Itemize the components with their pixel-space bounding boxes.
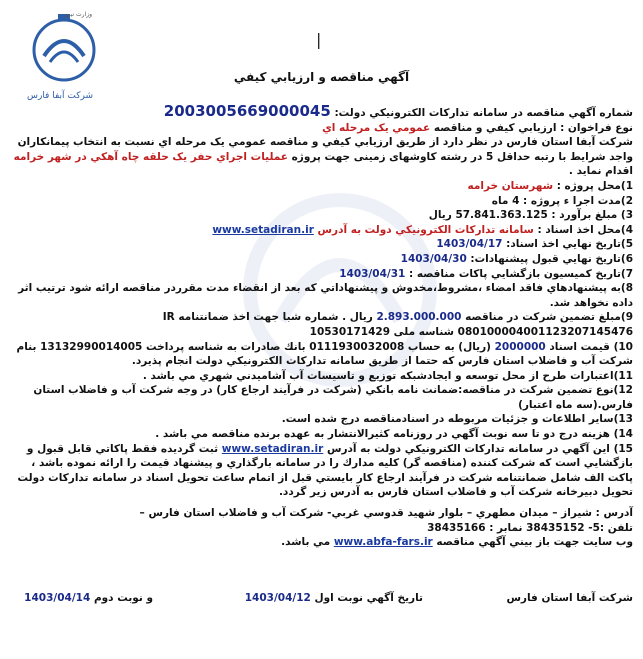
footer-second-publication: و نوبت دوم 1403/04/14 bbox=[24, 592, 153, 604]
item-6: 6)تاريخ نهايي قبول پيشنهادات: 1403/04/30 bbox=[400, 252, 633, 265]
notice-body bbox=[10, 104, 633, 550]
footer-first-publication: تاريخ آگهي نوبت اول 1403/04/12 bbox=[244, 592, 423, 604]
item-8: 8)به پيشنهادهاي فاقد امضاء ،مشروط،مخدوش و پيشنهاداتي كه بعد از انقضاء مدت مقرردر مناقصه ارائه شود ترتيب اثر داده نخواهد شد. bbox=[18, 282, 633, 309]
contact-website: وب سايت جهت باز بيني آگهي مناقصه www.abfa-fars.ir مي باشد. bbox=[281, 536, 633, 549]
intro-paragraph: شرکت آبفا استان فارس در نظر دارد از طريق ارزيابي كيفي و مناقصه عمومي يک مرحله اي نسبت به انتخاب پيمانکاران واجد شرايط با رتبه حداقل 5 در رشته كاوشهاى زمينى جهت پروژه عمليات اجراي حفر يک حلقه چاه آهکي در شهر خرامه اقدام نمايد . bbox=[13, 136, 633, 178]
contact-address: آدرس : شيراز – ميدان مطهري – بلوار شهيد قدوسي غربي- شركت آب و فاضلاب استان فارس – bbox=[139, 507, 633, 520]
abfa-website-link[interactable]: www.abfa-fars.ir bbox=[333, 536, 433, 549]
item-4: 4)محل اخذ اسناد : سامانه تداركات الكترونيكي دولت به آدرس www.setadiran.ir bbox=[212, 223, 633, 236]
svg-text:وزارت نیرو: وزارت نیرو bbox=[64, 11, 92, 18]
tender-number: 2003005669000045 bbox=[163, 102, 331, 120]
item-10: 10) قيمت اسناد 2000000 (ريال) به حساب 0111930032008 بانك صادرات به شناسه پرداخت 13132990014005 بنام شركت آب و فاضلاب استان فارس كه حتما از طريق سامانه تداركات الكترونيكي دولت انجام پذيرد. bbox=[16, 340, 633, 368]
tender-number-line: شماره آگهي مناقصه در سامانه تداركات الكترونيكي دولت: 2003005669000045 bbox=[163, 102, 633, 120]
item-7: 7)تاريخ كميسيون بازگشايي پاكات مناقصه : 1403/04/31 bbox=[339, 267, 633, 280]
item-13: 13)ساير اطلاعات و جزئيات مربوطه در اسنادمناقصه درج شده است. bbox=[281, 413, 633, 426]
item-11: 11)اعتبارات طرح از محل توسعه و ايجادشبكه توزيع و تاسيسات آب آشاميدني شهري مي باشد . bbox=[142, 369, 633, 382]
footer-company: شركت آبفا استان فارس bbox=[506, 592, 633, 604]
abfa-logo bbox=[14, 6, 106, 102]
item-12: 12)نوع تضمين شركت در مناقصه:ضمانت نامه بانكي (شركت در فرآيند ارجاع كار) در وجه شركت آب و فاضلاب استان فارس.(سه ماه اعتبار) bbox=[33, 384, 633, 411]
item-14: 14) هزينه درج دو تا سه نوبت آگهي در روزنامه كثيرالانتشار به عهده برنده مناقصه مي باشد . bbox=[155, 428, 633, 441]
item-9: 9)مبلغ تضمين شركت در مناقصه 2.893.000.000 ريال . شماره شبا جهت اخذ ضمانتنامه IR 080100004001123207145476 شناسه ملی 10530171429 bbox=[162, 311, 633, 338]
item-1: 1)محل پروژه : شهرستان خرامه bbox=[467, 179, 633, 192]
item-15: 15) اين آگهي در سامانه تداركات الكترونيكي دولت به آدرس www.setadiran.ir ثبت گرديده فقط پاكاتي قابل قبول و بازگشايي است كه شركت كننده (مناقصه گر) كليه مدارك را در سامانه بارگذاري و پيشنهاد قيمت را ارائه نموده باشد ، پاكت الف شامل ضمانتنامه شركت در فرآيند ارجاع كار بايستي قبل از اتمام ساعت تحويل اسناد در سامانه تداركات دولت تحويل دبيرخانه شركت آب و فاضلاب استان فارس به آدرس زير گردد. bbox=[17, 442, 633, 499]
setadiran-link-2[interactable]: www.setadiran.ir bbox=[221, 442, 324, 455]
page-title: آگهي مناقصه و ارزيابي كيفي bbox=[233, 70, 410, 84]
item-3: 3) مبلغ برآورد : 57.841.363.125 ريال bbox=[428, 209, 633, 222]
call-type-line: نوع فراخوان : ارزيابي كيفي و مناقصه عمومي يک مرحله اي bbox=[322, 121, 633, 134]
contact-phones: تلفن :5- 38435152 نمابر : 38435166 bbox=[427, 521, 633, 534]
setadiran-link[interactable]: www.setadiran.ir bbox=[212, 223, 314, 236]
item-2: 2)مدت اجرا ء پروژه : 4 ماه bbox=[491, 194, 633, 207]
svg-text:شرکت آبفا فارس: شرکت آبفا فارس bbox=[26, 91, 94, 101]
item-5: 5)تاريخ نهايي اخذ اسناد: 1403/04/17 bbox=[436, 238, 633, 251]
text-cursor: | bbox=[316, 30, 322, 49]
